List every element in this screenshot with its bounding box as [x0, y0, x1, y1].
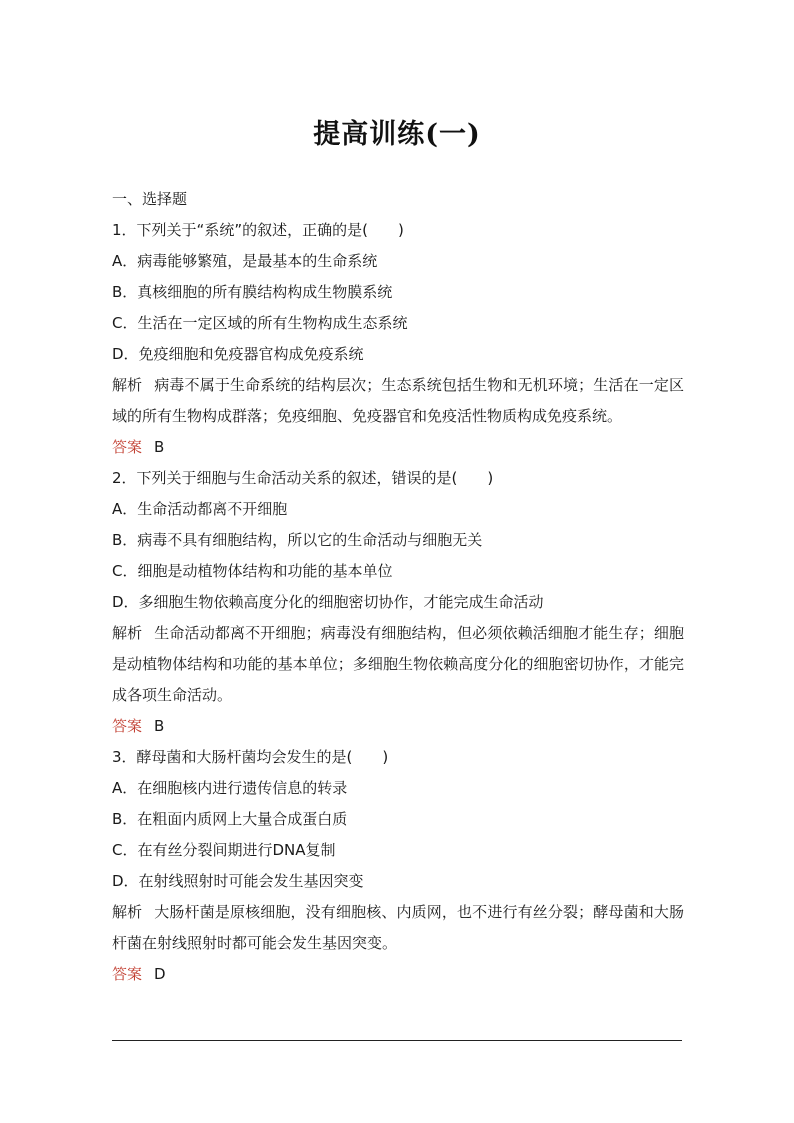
option-d: D．免疫细胞和免疫器官构成免疫系统 [112, 345, 364, 363]
analysis-paragraph [112, 618, 684, 711]
analysis-text: 大肠杆菌是原核细胞，没有细胞核、内质网，也不进行有丝分裂；酵母菌和大肠杆菌在射线照射时都可能会发生基因突变。 [112, 903, 684, 952]
analysis-text: 生命活动都离不开细胞；病毒没有细胞结构，但必须依赖活细胞才能生存；细胞是动植物体结构和功能的基本单位；多细胞生物依赖高度分化的细胞密切协作，才能完成各项生命活动。 [112, 624, 684, 704]
answer-line [112, 959, 684, 990]
option-a: A．病毒能够繁殖，是最基本的生命系统 [112, 252, 378, 270]
option-b: B．病毒不具有细胞结构，所以它的生命活动与细胞无关 [112, 531, 483, 549]
footer-divider [112, 1040, 682, 1041]
answer-value: B [154, 438, 165, 456]
option-c: C．生活在一定区域的所有生物构成生态系统 [112, 314, 408, 332]
page-title: 提高训练(一) [313, 119, 481, 150]
option-d: D．多细胞生物依赖高度分化的细胞密切协作，才能完成生命活动 [112, 593, 544, 611]
analysis-paragraph [112, 370, 684, 432]
question-stem: 3．酵母菌和大肠杆菌均会发生的是( ) [112, 748, 389, 766]
question-2 [112, 463, 684, 742]
question-list [112, 184, 684, 990]
analysis-paragraph [112, 897, 684, 959]
analysis-label: 解析 [112, 376, 143, 394]
question-1 [112, 215, 684, 463]
answer-value: B [154, 717, 165, 735]
question-stem: 2．下列关于细胞与生命活动关系的叙述，错误的是( ) [112, 469, 494, 487]
option-a: A．生命活动都离不开细胞 [112, 500, 288, 518]
section-heading: 一、选择题 [112, 190, 188, 208]
question-stem: 1．下列关于“系统”的叙述，正确的是( ) [112, 221, 404, 239]
question-3 [112, 742, 684, 990]
answer-line [112, 711, 684, 742]
option-c: C．细胞是动植物体结构和功能的基本单位 [112, 562, 393, 580]
option-b: B．真核细胞的所有膜结构构成生物膜系统 [112, 283, 393, 301]
option-a: A．在细胞核内进行遗传信息的转录 [112, 779, 348, 797]
analysis-text: 病毒不属于生命系统的结构层次；生态系统包括生物和无机环境；生活在一定区域的所有生物构成群落；免疫细胞、免疫器官和免疫活性物质构成免疫系统。 [112, 376, 684, 425]
analysis-label: 解析 [112, 903, 143, 921]
answer-line [112, 432, 684, 463]
answer-label: 答案 [112, 965, 143, 983]
answer-value: D [154, 965, 166, 983]
option-b: B．在粗面内质网上大量合成蛋白质 [112, 810, 348, 828]
option-d: D．在射线照射时可能会发生基因突变 [112, 872, 364, 890]
answer-label: 答案 [112, 438, 143, 456]
analysis-label: 解析 [112, 624, 143, 642]
option-c: C．在有丝分裂间期进行DNA复制 [112, 841, 336, 859]
answer-label: 答案 [112, 717, 143, 735]
